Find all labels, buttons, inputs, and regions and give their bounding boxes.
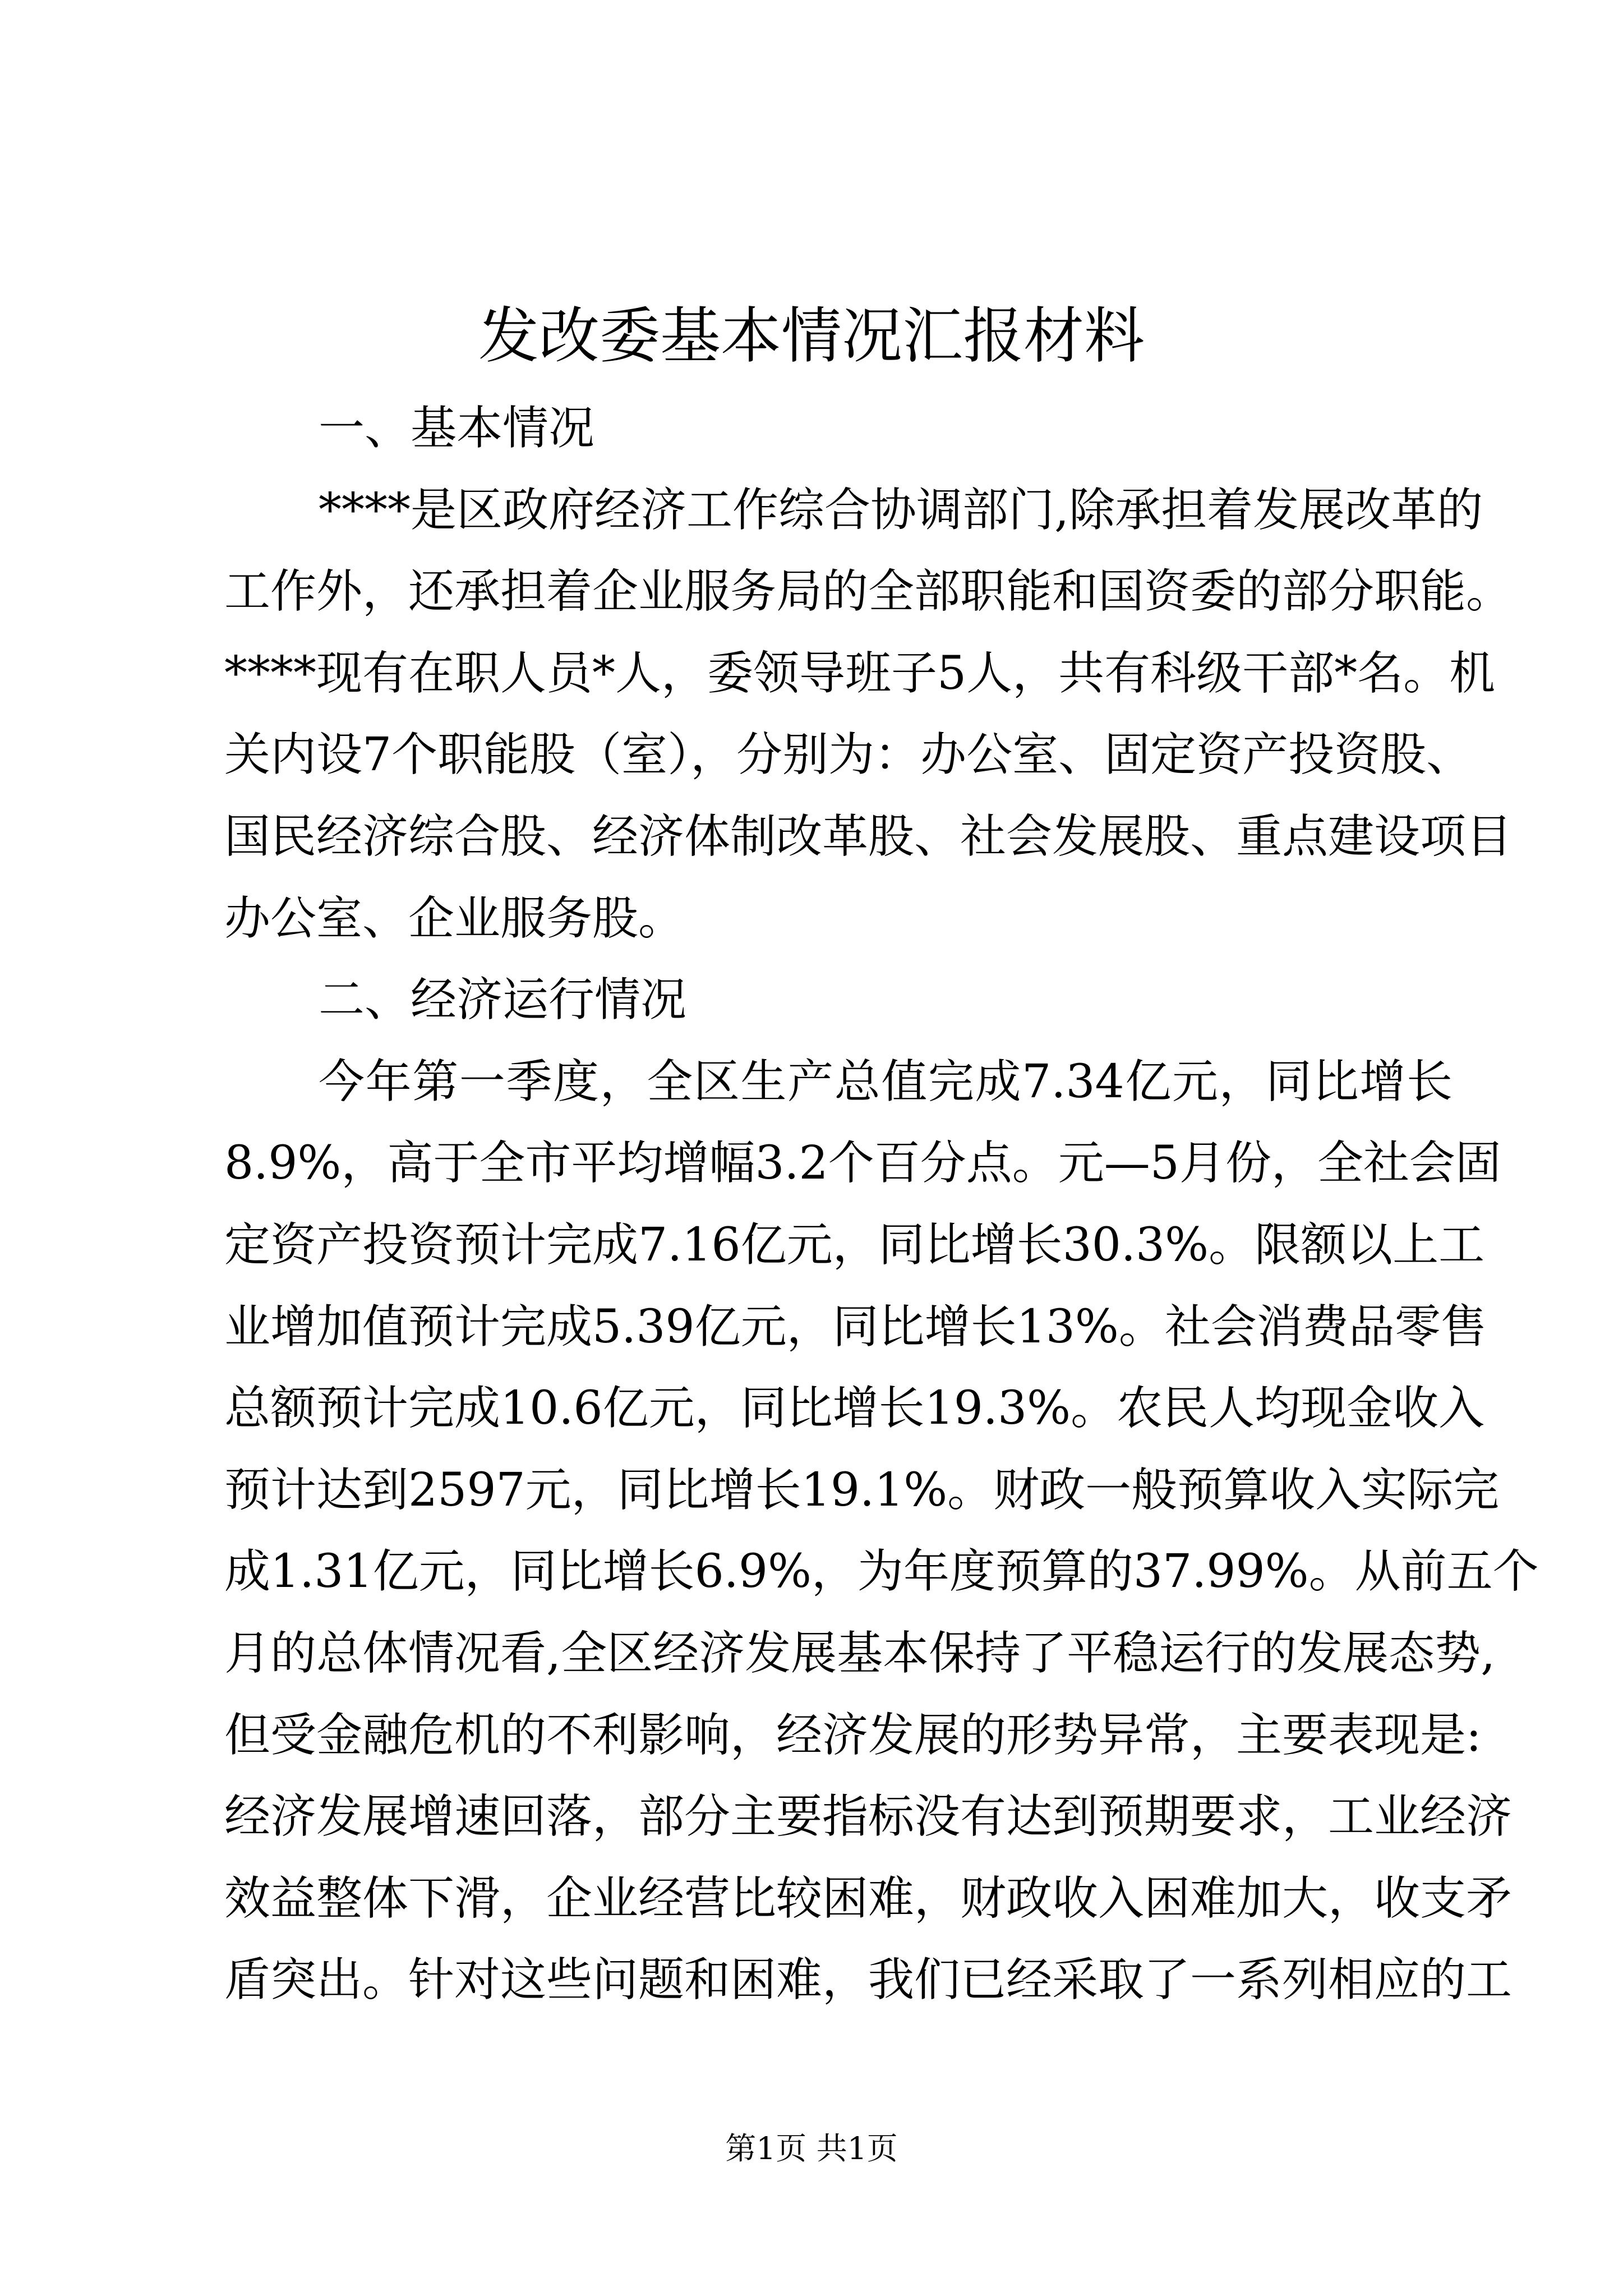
- paragraph-line: 定资产投资预计完成7.16亿元，同比增长30.3%。限额以上工: [224, 1218, 1485, 1272]
- paragraph-line: 成1.31亿元，同比增长6.9%，为年度预算的37.99%。从前五个: [224, 1545, 1539, 1599]
- paragraph-line: 效益整体下滑，企业经营比较困难，财政收入困难加大，收支矛: [224, 1871, 1513, 1925]
- document-body: [224, 388, 1539, 2021]
- paragraph-line: 总额预计完成10.6亿元，同比增长19.3%。农民人均现金收入: [224, 1382, 1485, 1435]
- paragraph-line: 工作外，还承担着企业服务局的全部职能和国资委的部分职能。: [224, 565, 1513, 619]
- paragraph-line: 盾突出。针对这些问题和困难，我们已经采取了一系列相应的工: [224, 1953, 1513, 2007]
- paragraph-line: 月的总体情况看,全区经济发展基本保持了平稳运行的发展态势,: [224, 1626, 1496, 1680]
- paragraph-line: 今年第一季度，全区生产总值完成7.34亿元，同比增长: [319, 1055, 1453, 1108]
- paragraph-line: 经济发展增速回落，部分主要指标没有达到预期要求，工业经济: [224, 1790, 1513, 1844]
- section-heading: 一、基本情况: [319, 402, 595, 455]
- document-title: 发改委基本情况汇报材料: [478, 301, 1145, 371]
- paragraph-line: 关内设7个职能股（室），分别为：办公室、固定资产投资股、: [224, 728, 1473, 782]
- paragraph-line: 预计达到2597元，同比增长19.1%。财政一般预算收入实际完: [224, 1463, 1500, 1517]
- paragraph-line: 国民经济综合股、经济体制改革股、社会发展股、重点建设项目: [224, 809, 1513, 863]
- paragraph-line: 业增加值预计完成5.39亿元，同比增长13%。社会消费品零售: [224, 1300, 1487, 1354]
- paragraph-line: ****现有在职人员*人，委领导班子5人，共有科级干部*名。机: [224, 646, 1496, 700]
- paragraph-line: 8.9%，高于全市平均增幅3.2个百分点。元—5月份，全社会固: [224, 1137, 1501, 1190]
- section-heading: 二、经济运行情况: [319, 973, 687, 1027]
- paragraph-line: 办公室、企业服务股。: [224, 891, 685, 945]
- page-footer: 第1页 共1页: [725, 2131, 898, 2166]
- paragraph-line: 但受金融危机的不利影响，经济发展的形势异常，主要表现是:: [224, 1708, 1482, 1762]
- paragraph-line: ****是区政府经济工作综合协调部门,除承担着发展改革的: [319, 483, 1483, 537]
